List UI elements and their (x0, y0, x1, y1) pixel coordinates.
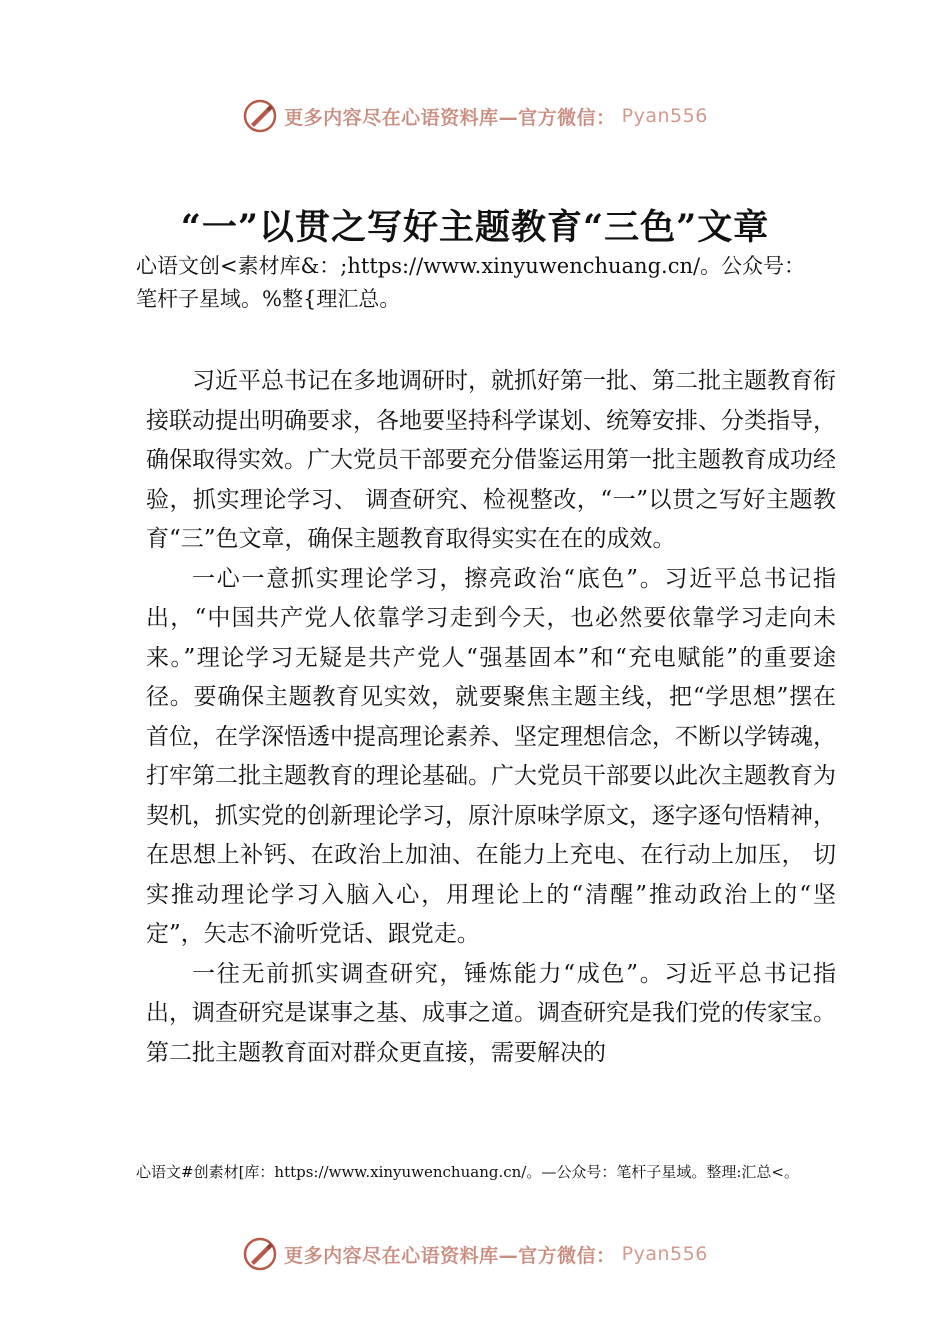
brush-logo-icon (242, 1236, 278, 1272)
brush-logo-icon (242, 98, 278, 134)
watermark-handle: Pyan556 (621, 105, 708, 127)
watermark-text: 更多内容尽在心语资料库—官方微信： (284, 106, 616, 129)
source-footer: 心语文#创素材[库：https://www.xinyuwenchuang.cn/。—公众号：笔杆子星域。整理:汇总<。 (136, 1163, 799, 1181)
paragraph-3: 一往无前抓实调查研究，锤炼能力“成色”。习近平总书记指出，调查研究是谋事之基、成事之道。调查研究是我们党的传家宝。第二批主题教育面对群众更直接，需要解决的 (146, 960, 836, 1066)
watermark-handle: Pyan556 (621, 1243, 708, 1265)
watermark-header (0, 94, 950, 138)
paragraph-2: 一心一意抓实理论学习，擦亮政治“底色”。习近平总书记指出，“中国共产党人依靠学习走到今天，也必然要依靠学习走向未来。”理论学习无疑是共产党人“强基固本”和“充电赋能”的重要途径。要确保主题教育见实效，就要聚焦主题主线，把“学思想”摆在首位，在学深悟透中提高理论素养、坚定理想信念，不断以学铸魂，打牢第二批主题教育的理论基础。广大党员干部要以此次主题教育为契机，抓实党的创新理论学习，原汁原味学原文，逐字逐句悟精神，在思想上补钙、在政治上加油、在能力上充电、在行动上加压， 切实推动理论学习入脑入心，用理论上的“清醒”推动政治上的“坚定”，矢志不渝听党话、跟党走。 (146, 565, 836, 947)
watermark-footer (0, 1232, 950, 1276)
watermark-text: 更多内容尽在心语资料库—官方微信： (284, 1244, 616, 1267)
document-title: “一”以贯之写好主题教育“三色”文章 (180, 207, 770, 248)
source-header: 心语文创<素材库&：;https://www.xinyuwenchuang.cn/。公众号：笔杆子星域。%整{理汇总。 (136, 254, 806, 311)
paragraph-1: 习近平总书记在多地调研时，就抓好第一批、第二批主题教育衔接联动提出明确要求，各地要坚持科学谋划、统筹安排、分类指导，确保取得实效。广大党员干部要充分借鉴运用第一批主题教育成功经验，抓实理论学习、 调查研究、检视整改，“一”以贯之写好主题教育“三”色文章，确保主题教育取得实实在在的成效。 (146, 368, 836, 552)
document-body (146, 362, 836, 1073)
